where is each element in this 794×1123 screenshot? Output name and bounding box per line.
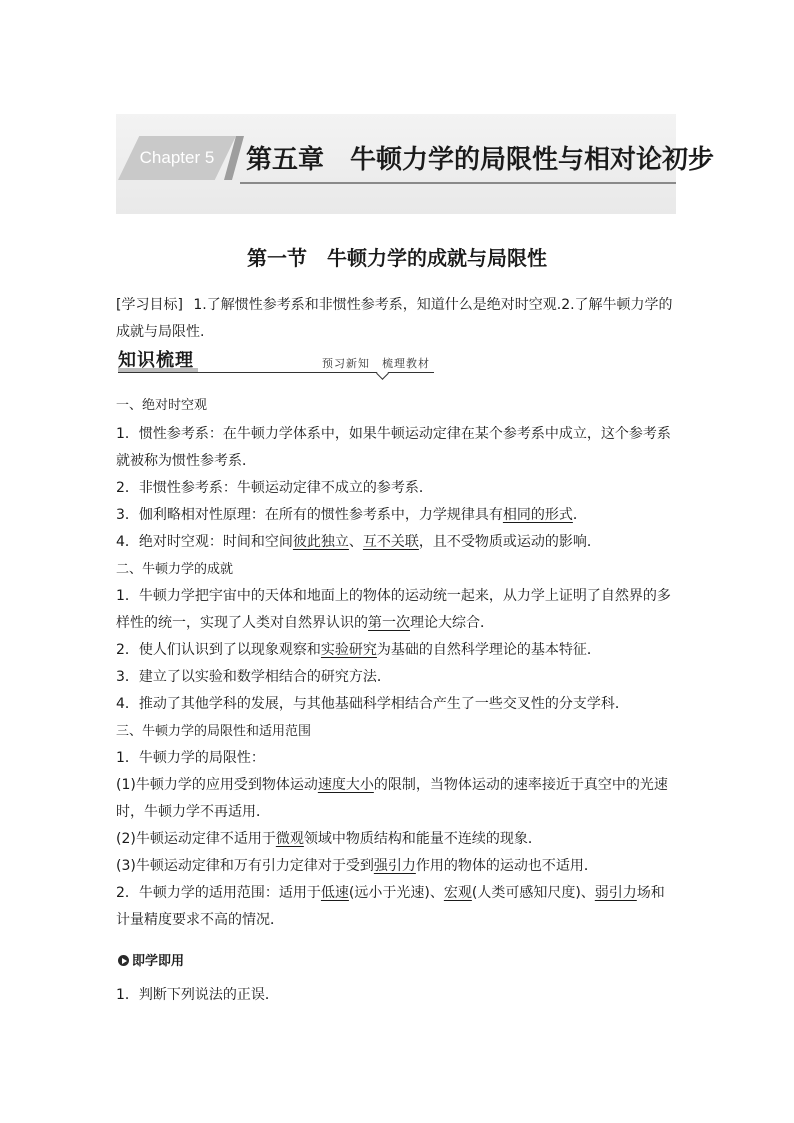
- key-term: 强引力: [373, 858, 416, 874]
- question: 1．判断下列说法的正误．: [116, 987, 279, 1003]
- learning-objectives: [116, 292, 678, 346]
- paragraph: 1．牛顿力学的局限性：: [116, 750, 265, 766]
- paragraph: 3．建立了以实验和数学相结合的研究方法．: [116, 669, 391, 685]
- paragraph: 2．非惯性参考系：牛顿运动定律不成立的参考系．: [116, 480, 433, 496]
- knowledge-subtitle: 预习新知 梳理教材: [322, 357, 430, 370]
- key-term: 低速: [320, 885, 349, 901]
- section-title: 第一节 牛顿力学的成就与局限性: [247, 246, 547, 270]
- key-term: 互不关联: [362, 534, 419, 550]
- key-term: 第一次: [368, 615, 410, 631]
- key-term: 实验研究: [320, 642, 377, 658]
- key-term: 微观: [275, 831, 304, 847]
- key-term: 彼此独立: [292, 534, 349, 550]
- key-term: 弱引力: [594, 885, 637, 901]
- paragraph: (2)牛顿运动定律不适用于微观领域中物质结构和能量不连续的现象．: [116, 831, 542, 847]
- paragraph: (3)牛顿运动定律和万有引力定律对于受到强引力作用的物体的运动也不适用．: [116, 858, 598, 874]
- knowledge-title: 知识梳理: [118, 350, 194, 371]
- paragraph: 3．伽利略相对性原理：在所有的惯性参考系中，力学规律具有相同的形式．: [116, 507, 587, 523]
- paragraph: 2．牛顿力学的适用范围：适用于低速(远小于光速)、宏观(人类可感知尺度)、弱引力场和计量精度要求不高的情况．: [116, 885, 665, 928]
- apply-heading: 即学即用: [118, 950, 184, 969]
- section-heading: 一、绝对时空观: [116, 398, 208, 413]
- key-term: 宏观: [443, 885, 472, 901]
- chapter-tag: Chapter 5: [139, 148, 215, 167]
- objectives-label: [学习目标]: [116, 297, 183, 313]
- paragraph: 4．推动了其他学科的发展，与其他基础科学相结合产生了一些交叉性的分支学科．: [116, 696, 629, 712]
- key-term: 速度大小: [317, 777, 374, 793]
- paragraph: 4．绝对时空观：时间和空间彼此独立、互不关联，且不受物质或运动的影响．: [116, 534, 601, 550]
- section-heading: 三、牛顿力学的局限性和适用范围: [116, 724, 312, 739]
- paragraph: 1．惯性参考系：在牛顿力学体系中，如果牛顿运动定律在某个参考系中成立，这个参考系就被称为惯性参考系．: [116, 426, 671, 469]
- key-term: 相同的形式: [502, 507, 573, 523]
- paragraph: (1)牛顿力学的应用受到物体运动速度大小的限制，当物体运动的速率接近于真空中的光速时，牛顿力学不再适用．: [116, 777, 668, 820]
- chapter-rule: [240, 182, 676, 184]
- paragraph: 2．使人们认识到了以现象观察和实验研究为基础的自然科学理论的基本特征．: [116, 642, 601, 658]
- chapter-title: 第五章 牛顿力学的局限性与相对论初步: [246, 145, 715, 175]
- paragraph: 1．牛顿力学把宇宙中的天体和地面上的物体的运动统一起来，从力学上证明了自然界的多样性的统一，实现了人类对自然界认识的第一次理论大综合．: [116, 588, 671, 631]
- section-heading: 二、牛顿力学的成就: [116, 562, 234, 577]
- objectives-text: 1.了解惯性参考系和非惯性参考系，知道什么是绝对时空观.2.了解牛顿力学的成就与局限性.: [116, 297, 673, 340]
- play-icon: [118, 955, 129, 966]
